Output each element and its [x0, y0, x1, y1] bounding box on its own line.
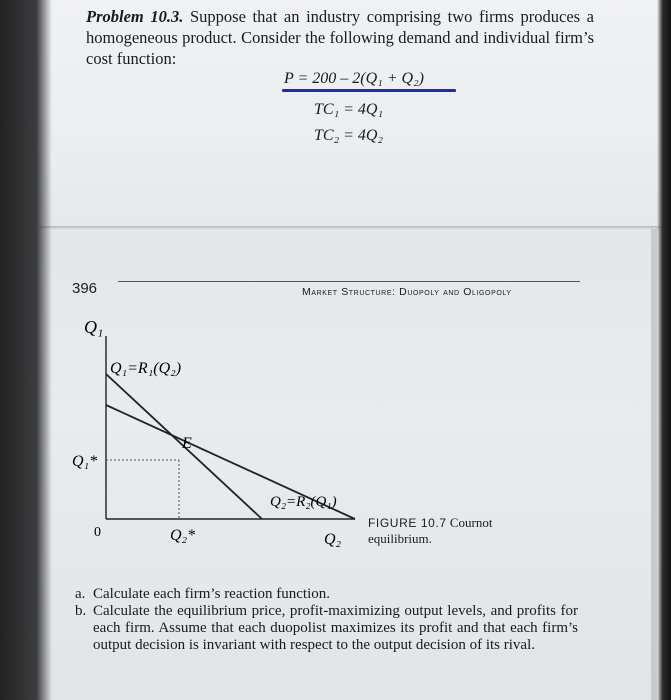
question-a-marker: a. — [75, 586, 86, 602]
reaction-2-label: Q₂=R₂(Q₁) — [270, 494, 337, 510]
problem-text: Suppose that an industry comprising two firms produces a homogeneous product. Consider the following demand and individual firm’s cost function: — [86, 7, 595, 68]
y-axis-label: Q₁ — [84, 317, 104, 337]
question-b — [75, 603, 578, 654]
origin-label: 0 — [94, 525, 101, 540]
question-a-text: Calculate each firm’s reaction function. — [93, 586, 330, 602]
reaction-1-label: Q₁=R₁(Q₂) — [110, 360, 182, 377]
figure-caption-text: Cournot equilibrium. — [368, 515, 493, 546]
question-b-marker: b. — [75, 603, 87, 619]
cost-function-2: TC₂ = 4Q₂ — [314, 127, 384, 144]
q1-star-label: Q₁* — [72, 453, 98, 470]
cost-function-1: TC₁ = 4Q₁ — [314, 101, 384, 118]
page-number: 396 — [72, 280, 98, 297]
figure-caption-label: FIGURE 10.7 — [368, 516, 447, 530]
x-axis-label: Q₂ — [324, 531, 342, 548]
problem-label: Problem 10.3. — [86, 7, 184, 26]
question-a — [75, 586, 578, 603]
question-b-text: Calculate the equilibrium price, profit-maximizing output levels, and profits for each firm. Assume that each duopolist maximizes its profit and that each firm’s output decision is invariant with respect to the output decision of its rival. — [93, 603, 578, 653]
figure-caption — [368, 515, 548, 547]
equilibrium-label: E — [182, 435, 192, 452]
demand-equation: P = 200 – 2(Q₁ + Q₂) — [284, 70, 424, 87]
question-list — [75, 586, 578, 654]
q2-star-label: Q₂* — [170, 527, 196, 544]
running-head: Market Structure: Duopoly and Oligopoly — [302, 286, 512, 298]
